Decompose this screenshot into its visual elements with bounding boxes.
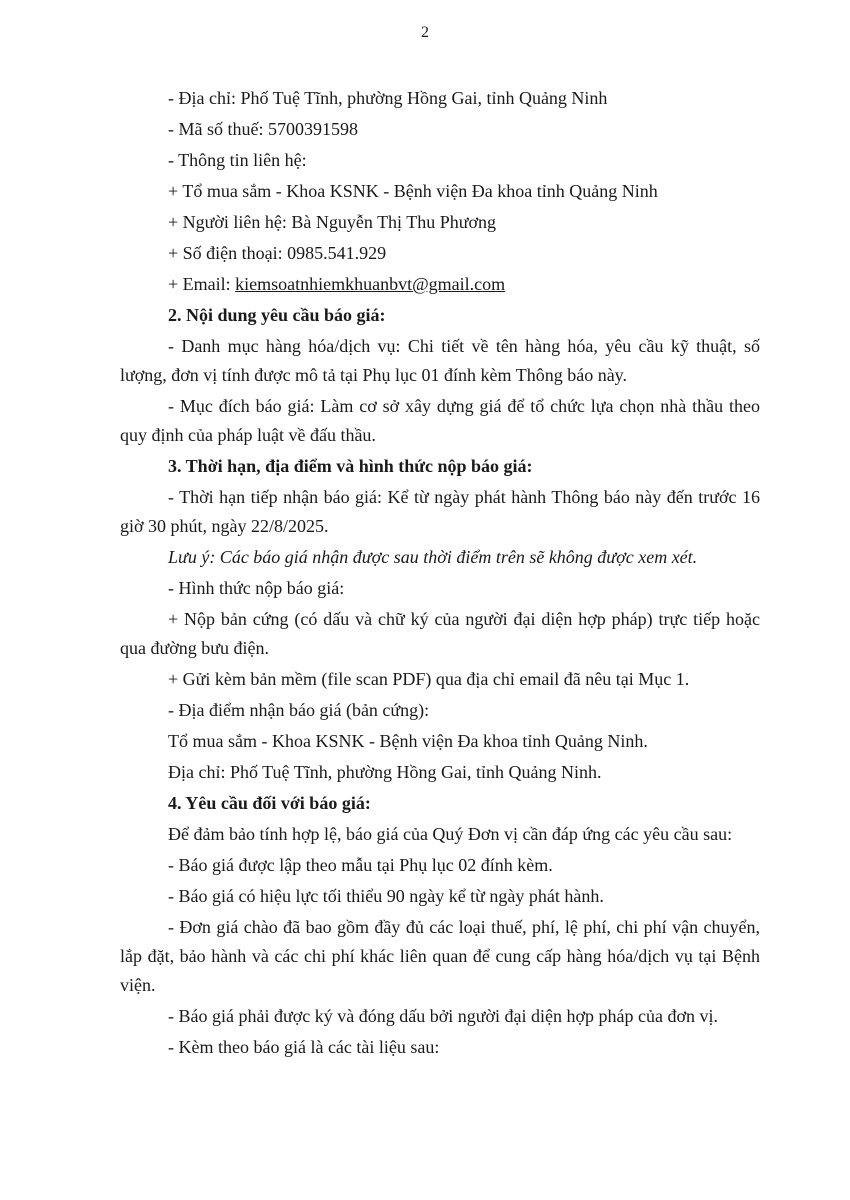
address-line: - Địa chỉ: Phố Tuệ Tĩnh, phường Hồng Gai, tỉnh Quảng Ninh — [168, 88, 608, 108]
signature-requirement: - Báo giá phải được ký và đóng dấu bởi người đại diện hợp pháp của đơn vị. — [168, 1006, 718, 1026]
location-address: Địa chỉ: Phố Tuệ Tĩnh, phường Hồng Gai, tỉnh Quảng Ninh. — [168, 762, 602, 782]
section2-heading: 2. Nội dung yêu cầu báo giá: — [168, 305, 386, 325]
purpose-paragraph: - Mục đích báo giá: Làm cơ sở xây dựng giá để tổ chức lựa chọn nhà thầu theo quy định của pháp luật về đấu thầu. — [120, 396, 760, 445]
template-requirement: - Báo giá được lập theo mẫu tại Phụ lục 02 đính kèm. — [168, 855, 553, 875]
tax-code-line: - Mã số thuế: 5700391598 — [168, 119, 358, 139]
unit-line: + Tổ mua sắm - Khoa KSNK - Bệnh viện Đa khoa tỉnh Quảng Ninh — [168, 181, 658, 201]
location-heading: - Địa điểm nhận báo giá (bản cứng): — [168, 700, 430, 720]
email-link[interactable]: kiemsoatnhiemkhuanbvt@gmail.com — [235, 274, 506, 294]
unit-price-requirement: - Đơn giá chào đã bao gồm đầy đủ các loại thuế, phí, lệ phí, chi phí vận chuyển, lắp đặt, bảo hành và các chi phí khác liên quan để cung cấp hàng hóa/dịch vụ tại Bệnh viện. — [120, 917, 760, 995]
phone-line: + Số điện thoại: 0985.541.929 — [168, 243, 387, 263]
soft-copy-paragraph: + Gửi kèm bản mềm (file scan PDF) qua địa chỉ email đã nêu tại Mục 1. — [168, 669, 690, 689]
email-label: + Email: — [168, 274, 236, 294]
deadline-paragraph: - Thời hạn tiếp nhận báo giá: Kể từ ngày phát hành Thông báo này đến trước 16 giờ 30 phút, ngày 22/8/2025. — [120, 487, 760, 536]
contact-person-line: + Người liên hệ: Bà Nguyễn Thị Thu Phương — [168, 212, 497, 232]
page-number: 2 — [421, 24, 429, 41]
hard-copy-paragraph: + Nộp bản cứng (có dấu và chữ ký của người đại diện hợp pháp) trực tiếp hoặc qua đường bưu điện. — [120, 609, 760, 658]
method-heading: - Hình thức nộp báo giá: — [168, 578, 345, 598]
attachments-requirement: - Kèm theo báo giá là các tài liệu sau: — [168, 1037, 440, 1057]
requirements-intro: Để đảm bảo tính hợp lệ, báo giá của Quý Đơn vị cần đáp ứng các yêu cầu sau: — [168, 824, 733, 844]
contact-heading: - Thông tin liên hệ: — [168, 150, 307, 170]
note-paragraph: Lưu ý: Các báo giá nhận được sau thời điểm trên sẽ không được xem xét. — [168, 547, 698, 567]
document-body — [120, 84, 760, 1064]
validity-requirement: - Báo giá có hiệu lực tối thiểu 90 ngày kể từ ngày phát hành. — [168, 886, 604, 906]
email-line — [120, 270, 760, 299]
section4-heading: 4. Yêu cầu đối với báo giá: — [168, 793, 371, 813]
section3-heading: 3. Thời hạn, địa điểm và hình thức nộp báo giá: — [168, 456, 533, 476]
location-unit: Tổ mua sắm - Khoa KSNK - Bệnh viện Đa khoa tỉnh Quảng Ninh. — [168, 731, 648, 751]
catalog-paragraph: - Danh mục hàng hóa/dịch vụ: Chi tiết về tên hàng hóa, yêu cầu kỹ thuật, số lượng, đơn vị tính được mô tả tại Phụ lục 01 đính kèm Thông báo này. — [120, 336, 760, 385]
